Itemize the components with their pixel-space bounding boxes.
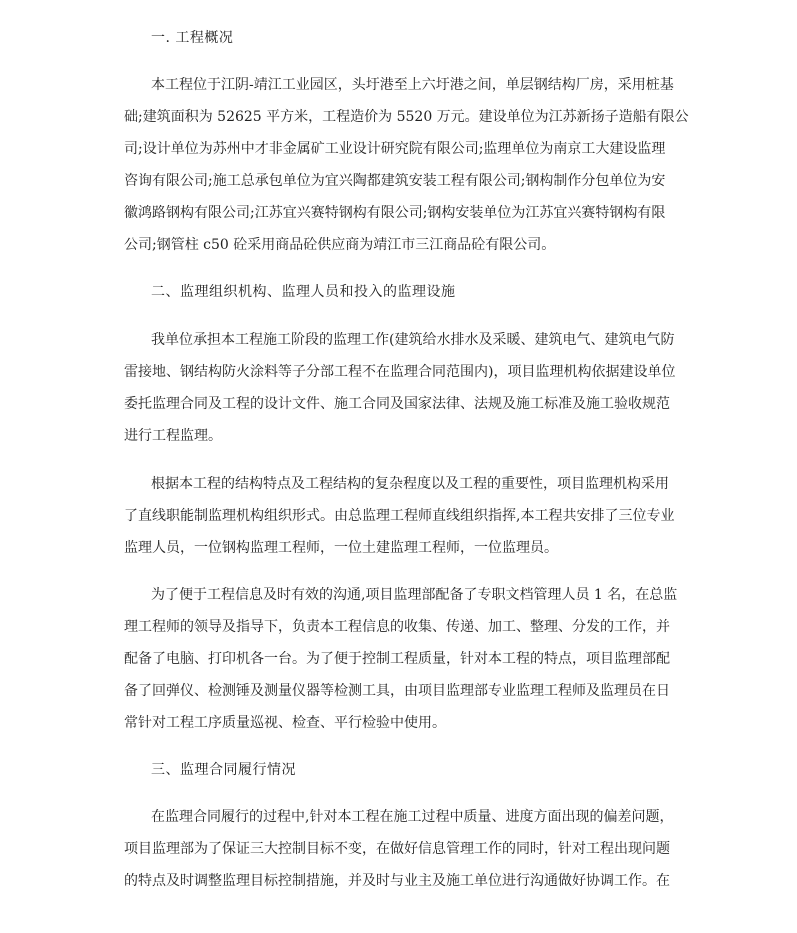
paragraph-line: 项目监理部为了保证三大控制目标不变，在做好信息管理工作的同时，针对工程出现问题 <box>124 841 670 857</box>
paragraph-line: 为了便于工程信息及时有效的沟通,项目监理部配备了专职文档管理人员 1 名，在总监 <box>151 587 678 603</box>
paragraph-line: 监理人员，一位钢构监理工程师，一位土建监理工程师，一位监理员。 <box>124 540 558 556</box>
paragraph-line: 备了回弹仪、检测锤及测量仪器等检测工具，由项目监理部专业监理工程师及监理员在日 <box>124 683 670 699</box>
paragraph-line: 本工程位于江阴-靖江工业园区，头圩港至上六圩港之间，单层钢结构厂房，采用桩基 <box>151 77 674 93</box>
paragraph-line: 徽鸿路钢构有限公司;江苏宜兴赛特钢构有限公司;钢构安装单位为江苏宜兴赛特钢构有限 <box>124 205 666 221</box>
paragraph-line: 理工程师的领导及指导下，负责本工程信息的收集、传递、加工、整理、分发的工作，并 <box>124 619 670 635</box>
section-heading: 三、监理合同履行情况 <box>151 762 296 778</box>
paragraph-line: 咨询有限公司;施工总承包单位为宜兴陶都建筑安装工程有限公司;钢构制作分包单位为安 <box>124 173 666 189</box>
paragraph-line: 进行工程监理。 <box>124 428 222 444</box>
paragraph-line: 根据本工程的结构特点及工程结构的复杂程度以及工程的重要性，项目监理机构采用 <box>151 476 669 492</box>
paragraph-line: 配备了电脑、打印机各一台。为了便于控制工程质量，针对本工程的特点，项目监理部配 <box>124 651 670 667</box>
paragraph-line: 础;建筑面积为 52625 平方米，工程造价为 5520 万元。建设单位为江苏新扬子造船有限公 <box>124 109 689 125</box>
paragraph-line: 了直线职能制监理机构组织形式。由总监理工程师直线组织指挥,本工程共安排了三位专业 <box>124 508 675 524</box>
paragraph-line: 公司;钢管柱 c50 砼采用商品砼供应商为靖江市三江商品砼有限公司。 <box>124 237 556 253</box>
paragraph-line: 司;设计单位为苏州中才非金属矿工业设计研究院有限公司;监理单位为南京工大建设监理 <box>124 141 666 157</box>
paragraph-line: 的特点及时调整监理目标控制措施，并及时与业主及施工单位进行沟通做好协调工作。在 <box>124 873 670 889</box>
paragraph-line: 在监理合同履行的过程中,针对本工程在施工过程中质量、进度方面出现的偏差问题， <box>151 809 674 825</box>
section-heading: 二、监理组织机构、监理人员和投入的监理设施 <box>151 284 456 300</box>
section-heading: 一. 工程概况 <box>151 30 234 46</box>
paragraph-line: 常针对工程工序质量巡视、检查、平行检验中使用。 <box>124 715 446 731</box>
paragraph-line: 我单位承担本工程施工阶段的监理工作(建筑给水排水及采暖、建筑电气、建筑电气防 <box>151 332 675 348</box>
paragraph-line: 雷接地、钢结构防火涂料等子分部工程不在监理合同范围内)，项目监理机构依据建设单位 <box>124 364 676 380</box>
paragraph-line: 委托监理合同及工程的设计文件、施工合同及国家法律、法规及施工标准及施工验收规范 <box>124 396 670 412</box>
